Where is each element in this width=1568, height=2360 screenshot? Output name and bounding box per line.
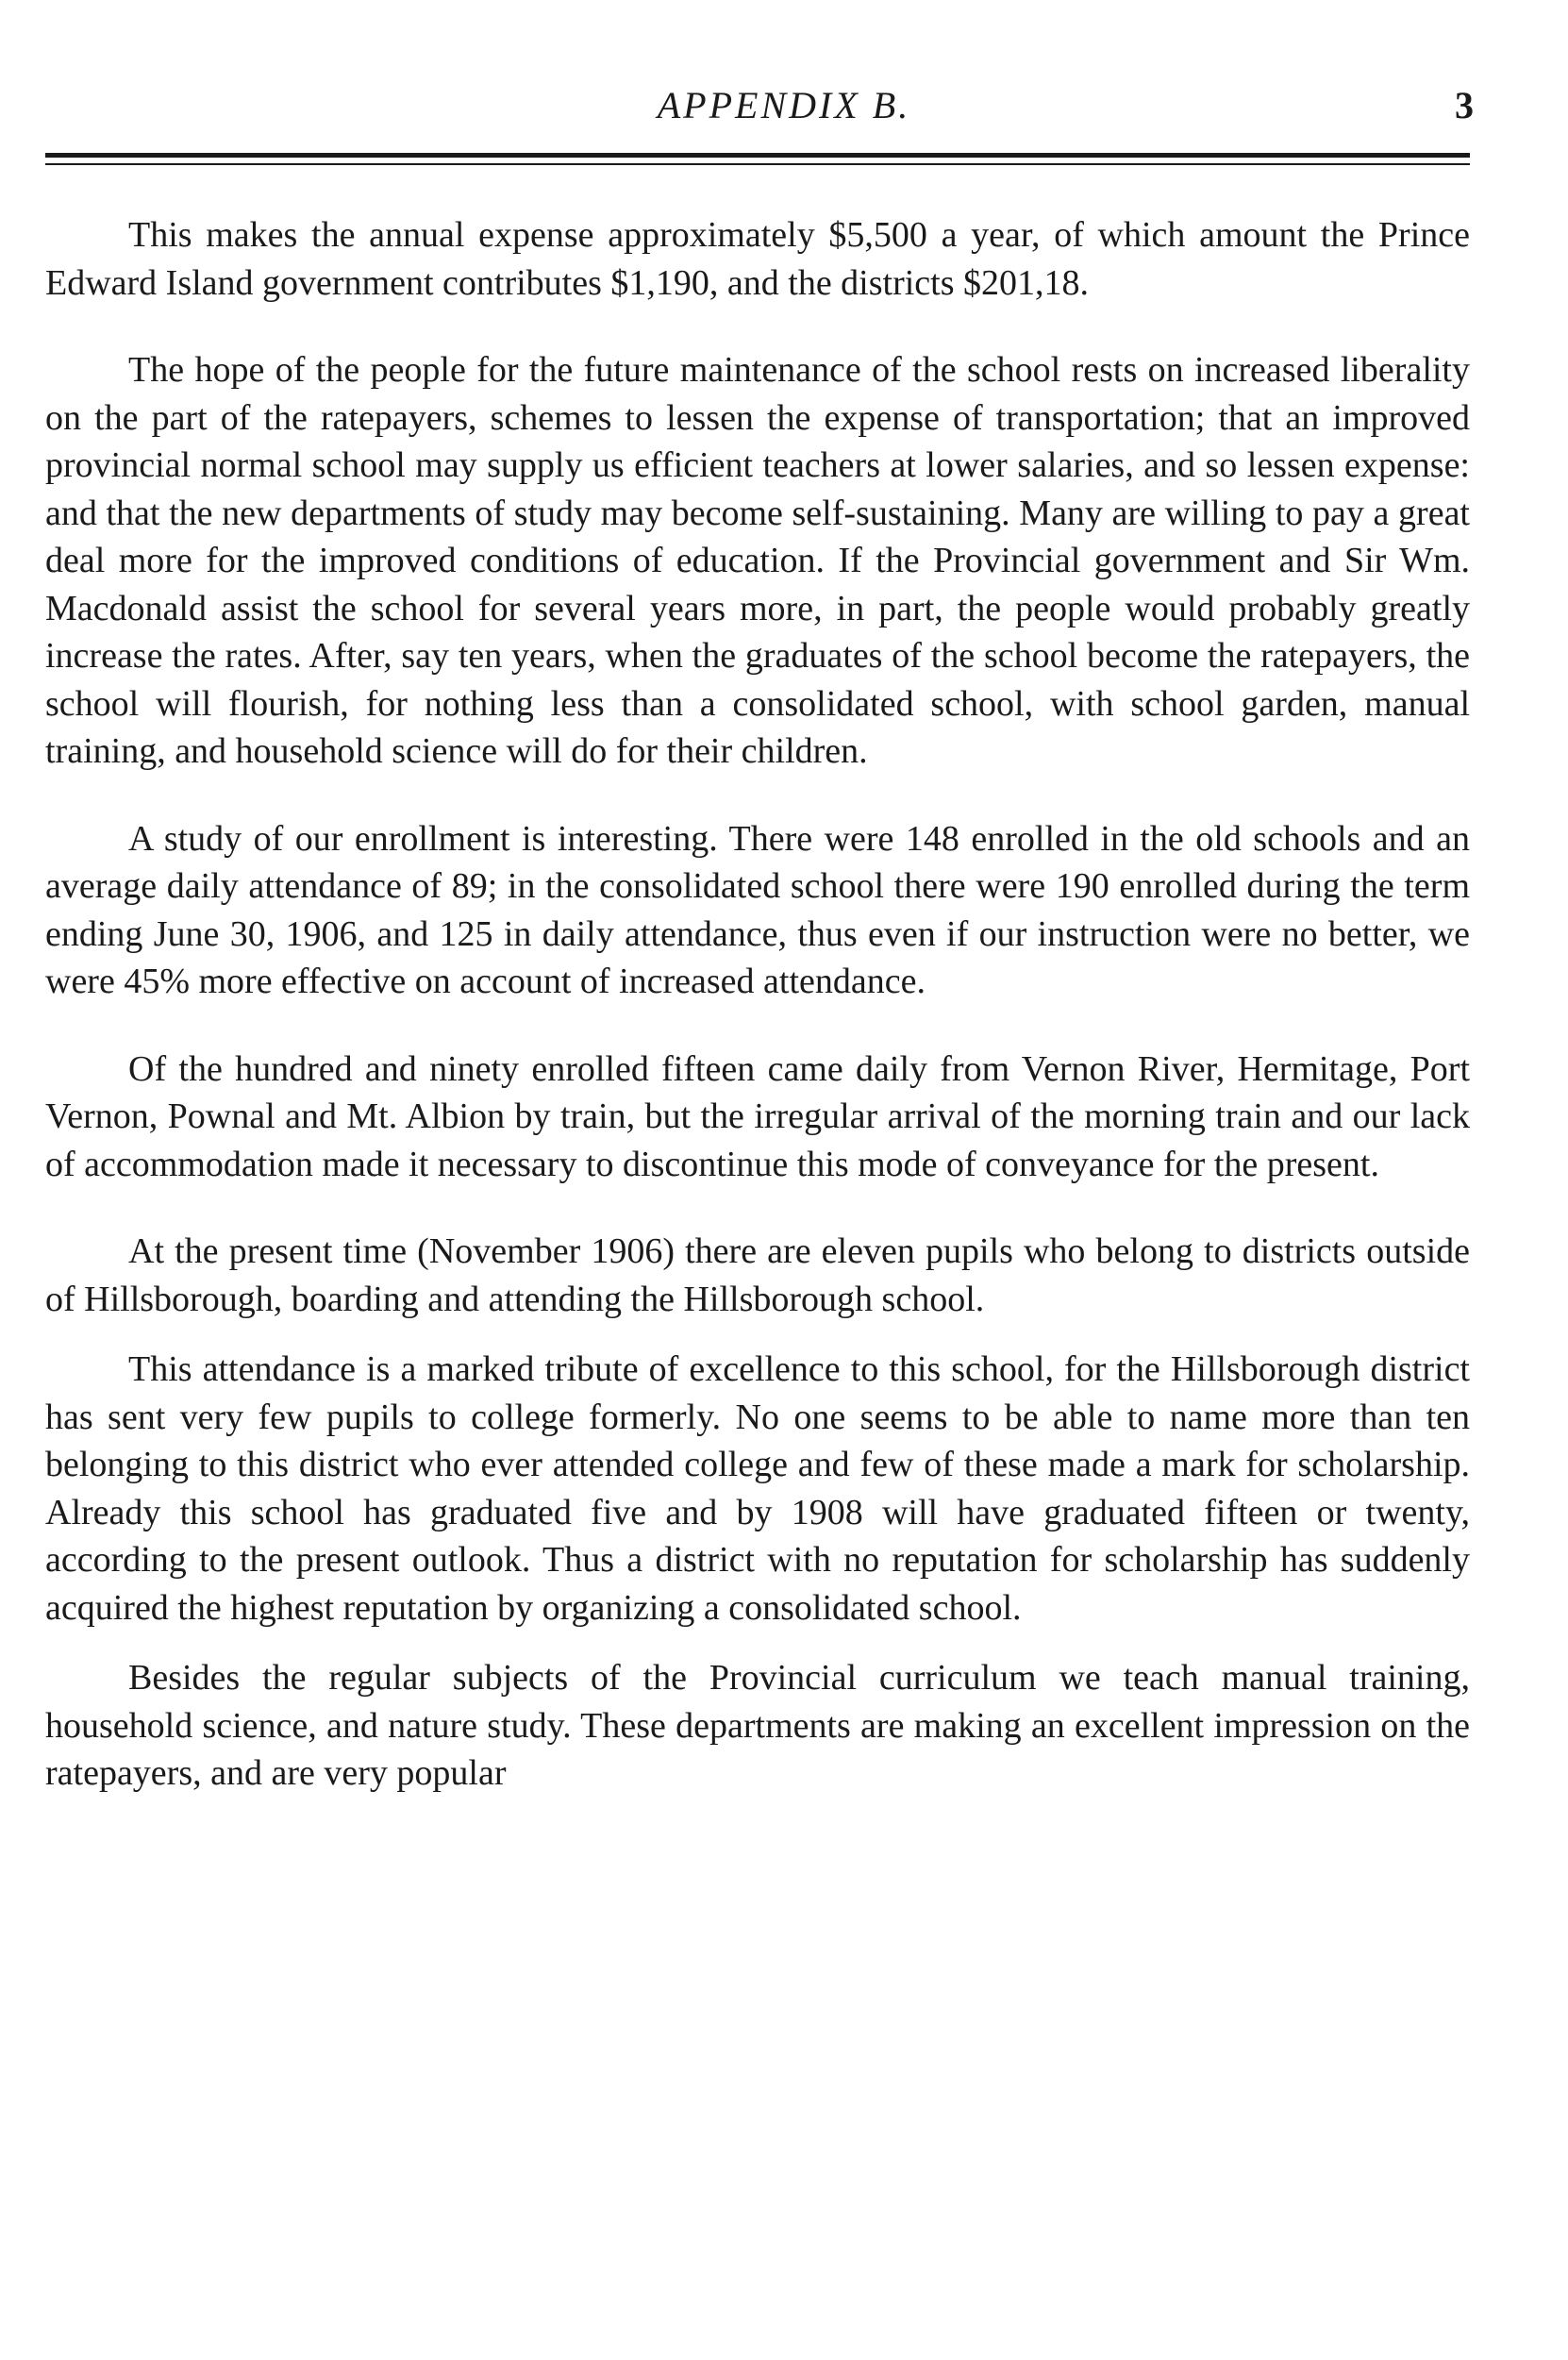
paragraph-future-maintenance: The hope of the people for the future maintenance of the school rests on increased liberality on the part of the ratepayers, schemes to lessen the expense of transportation; that an improved provincial normal school may supply us efficient teachers at lower salaries, and so lessen expense: and that the new departments of study may become self-sustaining. Many are willing to pay a great deal more for the improved conditions of education. If the Provincial government and Sir Wm. Macdonald assist the school for several years more, in part, the people would probably greatly increase the rates. After, say ten years, when the graduates of the school become the ratepayers, the school will flourish, for nothing less than a consolidated school, with school garden, manual training, and household science will do for their children. xyxy=(45,350,1470,771)
paragraph-train-pupils: Of the hundred and ninety enrolled fifteen came daily from Vernon River, Hermitage, Port Vernon, Pownal and Mt. Albion by train, but the irregular arrival of the morning train and our lack of accommodation made it necessary to discontinue this mode of conveyance for the present. xyxy=(45,1048,1470,1184)
header-rule-thick xyxy=(45,153,1470,158)
running-title: APPENDIX B. xyxy=(657,84,911,126)
page-number: 3 xyxy=(1455,84,1474,126)
body-text xyxy=(45,211,1470,1837)
paragraph-boarding-pupils: At the present time (November 1906) there are eleven pupils who belong to districts outside of Hillsborough, boarding and attending the Hillsborough school. xyxy=(45,1231,1470,1319)
paragraph-enrollment: A study of our enrollment is interesting. There were 148 enrolled in the old schools and an average daily attendance of 89; in the consolidated school there were 190 enrolled during the term ending June 30, 1906, and 125 in daily attendance, thus even if our instruction were no better, we were 45% more effective on account of increased attendance. xyxy=(45,818,1470,1001)
paragraph-annual-expense: This makes the annual expense approximately $5,500 a year, of which amount the Prince Edward Island government contributes $1,190, and the districts $201,18. xyxy=(45,215,1470,303)
header-rule-thin xyxy=(45,163,1470,165)
paragraph-curriculum: Besides the regular subjects of the Provincial curriculum we teach manual training, household science, and nature study. These departments are making an excellent impression on the ratepayers, and are very popular xyxy=(45,1658,1470,1793)
running-head xyxy=(0,83,1568,140)
paragraph-attendance-tribute: This attendance is a marked tribute of excellence to this school, for the Hillsborough district has sent very few pupils to college formerly. No one seems to be able to name more than ten belonging to this district who ever attended college and few of these made a mark for scholarship. Already this school has graduated five and by 1908 will have graduated fifteen or twenty, according to the present outlook. Thus a district with no reputation for scholarship has suddenly acquired the highest reputation by organizing a consolidated school. xyxy=(45,1349,1470,1628)
